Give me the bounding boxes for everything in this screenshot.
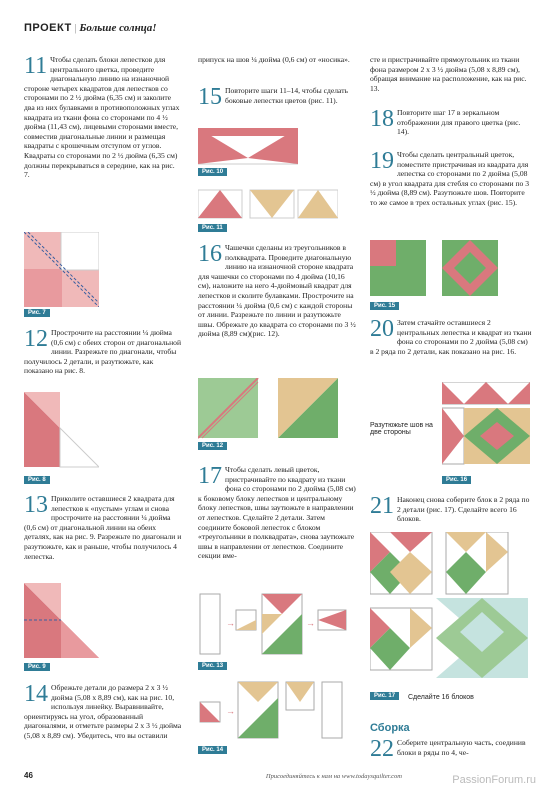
figure-label: Рис. 7 xyxy=(24,309,50,317)
step-number: 15 xyxy=(198,84,222,110)
figure-label: Рис. 14 xyxy=(198,746,227,754)
step-13 xyxy=(24,494,182,561)
step-number: 22 xyxy=(370,736,394,762)
step-17 xyxy=(198,465,356,561)
step-19 xyxy=(370,150,532,208)
svg-text:→: → xyxy=(226,706,235,716)
figure-8 xyxy=(24,392,99,484)
step-text: Соберите центральную часть, соединив блоки в ряды по 4, че- xyxy=(397,738,526,757)
page-number: 46 xyxy=(24,771,33,780)
figure-label: Рис. 16 xyxy=(442,476,471,484)
step-16 xyxy=(198,243,356,339)
step-22 xyxy=(370,736,532,762)
blocks-caption: Сделайте 16 блоков xyxy=(408,694,474,701)
step-17-continued xyxy=(370,55,532,93)
figure-label: Рис. 13 xyxy=(198,662,227,670)
step-number: 18 xyxy=(370,106,394,132)
figure-15 xyxy=(370,240,500,310)
step-number: 19 xyxy=(370,148,394,174)
step-text: сте и пристрачивайте прямоугольник из ткани фона размером 2 х 3 ½ дюйма (5,08 х 8,89 см), обращая внимание на расположение, как на рис. 13. xyxy=(370,55,527,93)
figure-13 xyxy=(198,590,348,670)
figure-label: Рис. 15 xyxy=(370,302,399,310)
step-18 xyxy=(370,108,532,137)
svg-text:→: → xyxy=(226,618,235,628)
step-11 xyxy=(24,55,182,180)
step-text: Чтобы сделать центральный цветок, поместите пристрачивая из квадрата для лепестка со сторонами по 2 дюйма (5,08 см) в угол квадрата для стебля со сторонами по 3 ½ дюйма (8,89 см). Разутюжьте шов. Повторите то же самое в трех остальных углах (рис. 15). xyxy=(370,150,530,207)
step-number: 17 xyxy=(198,463,222,489)
section-heading: Сборка xyxy=(370,722,410,734)
step-number: 12 xyxy=(24,326,48,352)
step-number: 14 xyxy=(24,681,48,707)
footer-source: Присоединяйтесь к нам на www.todaysquilter.com xyxy=(265,773,402,780)
step-text: Чтобы сделать блоки лепестков для центрального цветка, проведите диагональную линию на изнаночной стороне четырех квадратов для лепестков со сторонами по 2 ½ дюйма (6,35 см) и заколите два из них булавками в противоположных углах квадрата из ткани фона со сторонами по 4 ½ дюйма (11,43 см), лицевыми сторонами вместе, совместив диагональные линии и размещая квадраты с крошечным отступом от углов. Квадраты со сторонами по 2 ½ дюйма (6,35 см) должны перекрываться в середине, как на рис. 7. xyxy=(24,55,180,180)
figure-label: Рис. 17 xyxy=(370,692,399,700)
watermark: PassionForum.ru xyxy=(452,774,536,786)
step-text: Чтобы сделать левый цветок, пристрачивайте по квадрату из ткани фона со сторонами по 2 дюйма (5,08 см) к боковому блоку лепестков и центральному блоку лепестков, швы заутюжьте в направлении от лепестков. Сделайте 2 детали. Затем соедините боковой лепесток с блоком «треугольники в полквадрата», снова заутюжьте швы в направлении от лепестков. Соедините секции вме- xyxy=(198,465,356,561)
figure-9 xyxy=(24,583,99,671)
step-text: Повторите шаг 17 в зеркальном отображении для правого цветка (рис. 14). xyxy=(397,108,521,137)
figure-11 xyxy=(198,186,338,232)
step-text: Затем стачайте оставшиеся 2 центральных лепестка и квадрат из ткани фона со сторонами по 2 дюйма (5,08 см) в 2 ряда по 2 детали, как показано на рис. 16. xyxy=(370,318,532,356)
step-text: припуск на шов ¼ дюйма (0,6 см) от «носика». xyxy=(198,55,350,64)
header-project: ПРОЕКТ xyxy=(24,22,72,34)
figure-label: Рис. 11 xyxy=(198,224,227,232)
figure-7 xyxy=(24,232,99,317)
step-20 xyxy=(370,318,532,356)
step-text: Приколите оставшиеся 2 квадрата для лепестков к «пустым» углам и снова прострочите на расстоянии ¼ дюйма (0,6 см) от диагональной линии на обеих деталях, как на рис. 9. Разрежьте по диагонали и разутюжьте, как и раньше, чтобы получилось 4 лепестка. xyxy=(24,494,182,561)
figure-14 xyxy=(198,678,348,754)
step-text: Обрежьте детали до размера 2 х 3 ½ дюйма (5,08 х 8,89 см), как на рис. 10, используя линейку. Выравнивайте, ориентируясь на угол, образованный диагоналями, и отметьте размеры 2 х 3 ½ дюйма (5,08 х 8,89 см). Убедитесь, что вы оставили xyxy=(24,683,182,740)
step-number: 20 xyxy=(370,316,394,342)
seam-caption: Разутюжьте шов на две стороны xyxy=(370,422,433,436)
step-14-continued xyxy=(198,55,356,65)
step-number: 11 xyxy=(24,53,48,79)
step-text: Прострочите на расстоянии ¼ дюйма (0,6 см) с обеих сторон от диагональной линии. Разрежьте по диагонали, чтобы получилось 2 детали, и разутюжьте, как показано на рис. 8. xyxy=(24,328,182,376)
step-number: 16 xyxy=(198,241,222,267)
figure-17 xyxy=(370,532,530,700)
figure-10 xyxy=(198,128,298,176)
step-12 xyxy=(24,328,182,376)
figure-16 xyxy=(442,382,530,484)
step-15 xyxy=(198,84,356,110)
step-21 xyxy=(370,495,532,524)
figure-label: Рис. 9 xyxy=(24,663,50,671)
svg-text:→: → xyxy=(306,618,315,628)
figure-label: Рис. 10 xyxy=(198,168,227,176)
step-number: 21 xyxy=(370,493,394,519)
header-section: Больше солнца! xyxy=(79,22,157,34)
step-14 xyxy=(24,683,182,741)
step-text: Наконец снова соберите блок в 2 ряда по 2 детали (рис. 17). Сделайте всего 16 блоков. xyxy=(397,495,530,524)
step-text: Повторите шаги 11–14, чтобы сделать боковые лепестки цветов (рис. 11). xyxy=(225,86,348,105)
figure-label: Рис. 12 xyxy=(198,442,227,450)
figure-12 xyxy=(198,378,350,450)
figure-label: Рис. 8 xyxy=(24,476,50,484)
step-text: Чашечки сделаны из треугольников в полквадрата. Проведите диагональную линию на изнаночной стороне квадрата для чашечки со сторонами по 4 дюйма (10,16 см), наложите на него 4-дюймовый квадрат для лепестков и сколите булавками. Прострочите на расстоянии ¼ дюйма (0,6 см) с каждой стороны от линии. Разрежьте по линии и разутюжьте швы. Обрежьте до квадрата со сторонами по 3 ½ дюйма (8,89 см)(рис. 12). xyxy=(198,243,356,339)
step-number: 13 xyxy=(24,492,48,518)
page-header: ПРОЕКТ | Больше солнца! xyxy=(24,22,157,34)
